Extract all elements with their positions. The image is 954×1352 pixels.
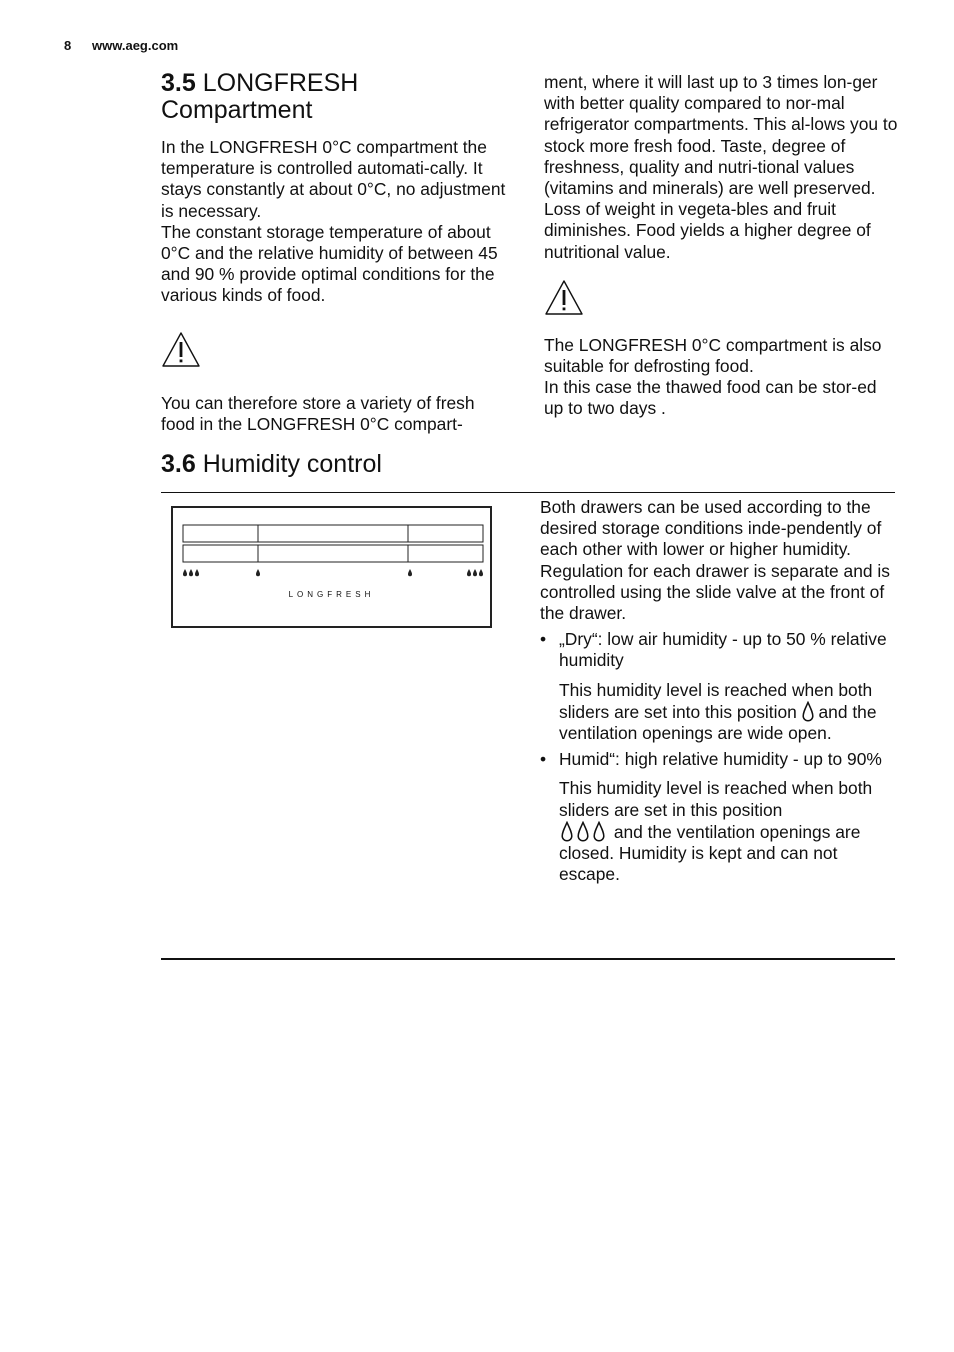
- dry-drop-icon-left: [256, 569, 260, 576]
- dry-drop-icon-right: [408, 569, 412, 576]
- section-3-5-right-column: [544, 72, 900, 420]
- bullet-detail: This humidity level is reached when both sliders are set into this position and the ventilation openings are wide open.: [559, 679, 877, 744]
- bullet-list: [540, 749, 896, 770]
- section-number: 3.5: [161, 69, 196, 97]
- bullet-list: [540, 629, 896, 671]
- section-3-5-left-column: [161, 70, 511, 435]
- section-3-5-heading: [161, 70, 511, 124]
- humid-drops-icon-left: [183, 569, 199, 576]
- section-title-line2: Compartment: [161, 96, 313, 124]
- list-item: [540, 629, 896, 671]
- warning-icon: [544, 279, 584, 317]
- table-top-rule: [161, 492, 895, 493]
- paragraph: You can therefore store a variety of fresh food in the LONGFRESH 0°C compart-: [161, 392, 475, 434]
- section-title: LONGFRESH: [202, 69, 359, 97]
- section-title: Humidity control: [202, 450, 382, 478]
- paragraph: The constant storage temperature of about 0°C and the relative humidity of between 45 and 90 % provide optimal conditions for the various kinds of food.: [161, 221, 498, 306]
- section-number: 3.6: [161, 450, 196, 478]
- single-drop-icon: [802, 701, 814, 723]
- section-3-6-heading: [161, 451, 382, 478]
- drawer-sliders-illustration: [173, 508, 490, 626]
- website-url[interactable]: www.aeg.com: [92, 38, 179, 53]
- bullet-dot: •: [540, 749, 547, 770]
- longfresh-label: LONGFRESH: [288, 590, 375, 599]
- page-number: 8: [64, 38, 72, 53]
- humid-drops-icon-right: [467, 569, 483, 576]
- paragraph: In this case the thawed food can be stor-ed up to two days .: [544, 377, 877, 419]
- paragraph: In the LONGFRESH 0°C compartment the temperature is controlled automati-cally. It stays constantly at about 0°C, no adjustment is necessary.: [161, 137, 506, 221]
- list-item: [540, 749, 896, 770]
- bullet-detail: This humidity level is reached when both sliders are set in this position and the ventilation openings are closed. Humidity is kept and can not escape.: [559, 778, 873, 885]
- bullet-text: „Dry“: low air humidity - up to 50 % relative humidity: [559, 629, 887, 671]
- section-3-6-right-column: [540, 497, 896, 885]
- paragraph: Both drawers can be used according to the desired storage conditions inde-pendently of each other with lower or higher humidity.: [540, 497, 882, 560]
- table-bottom-rule: [161, 958, 895, 960]
- triple-drop-icon: [559, 821, 609, 843]
- paragraph: ment, where it will last up to 3 times lon-ger with better quality compared to nor-mal refrigerator compartments. This al-lows you to stock more fresh food. Taste, degree of freshness, quality and nutri-tional values (vitamins and minerals) are well preserved. Loss of weight in vegeta-bles and fruit diminishes. Food yields a higher degree of nutritional value.: [544, 72, 898, 262]
- page-header: [64, 38, 178, 53]
- paragraph: The LONGFRESH 0°C compartment is also suitable for defrosting food.: [544, 334, 882, 377]
- warning-icon: [161, 331, 201, 369]
- paragraph: Regulation for each drawer is separate and is controlled using the slide valve at the front of the drawer.: [540, 560, 890, 624]
- humidity-control-diagram: [171, 506, 492, 628]
- bullet-dot: •: [540, 629, 547, 650]
- bullet-text: Humid“: high relative humidity - up to 90%: [559, 749, 882, 770]
